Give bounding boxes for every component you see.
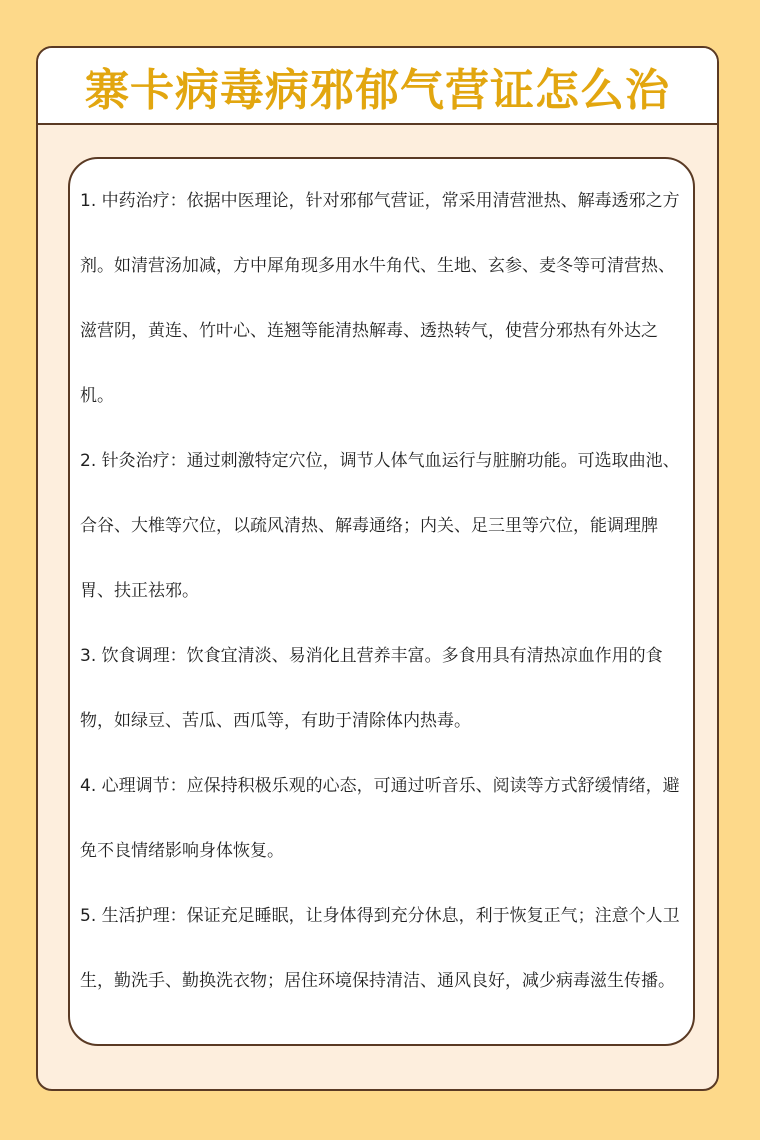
content-box <box>68 157 695 1046</box>
paragraph-lifestyle-care: 5. 生活护理：保证充足睡眠，让身体得到充分休息，利于恢复正气；注意个人卫生，勤洗手、勤换洗衣物；居住环境保持清洁、通风良好，减少病毒滋生传播。 <box>80 906 680 991</box>
article-card <box>36 46 719 1091</box>
title-bar <box>38 48 717 125</box>
paragraph-acupuncture: 2. 针灸治疗：通过刺激特定穴位，调节人体气血运行与脏腑功能。可选取曲池、合谷、大椎等穴位，以疏风清热、解毒通络；内关、足三里等穴位，能调理脾胃、扶正祛邪。 <box>80 451 680 601</box>
page-title: 寨卡病毒病邪郁气营证怎么治 <box>85 64 670 116</box>
paragraph-psychology: 4. 心理调节：应保持积极乐观的心态，可通过听音乐、阅读等方式舒缓情绪，避免不良情绪影响身体恢复。 <box>80 776 680 861</box>
paragraph-herbal-treatment: 1. 中药治疗：依据中医理论，针对邪郁气营证，常采用清营泄热、解毒透邪之方剂。如清营汤加减，方中犀角现多用水牛角代、生地、玄参、麦冬等可清营热、滋营阴，黄连、竹叶心、连翘等能清热解毒、透热转气，使营分邪热有外达之机。 <box>80 191 680 406</box>
paragraph-diet: 3. 饮食调理：饮食宜清淡、易消化且营养丰富。多食用具有清热凉血作用的食物，如绿豆、苦瓜、西瓜等，有助于清除体内热毒。 <box>80 646 663 731</box>
